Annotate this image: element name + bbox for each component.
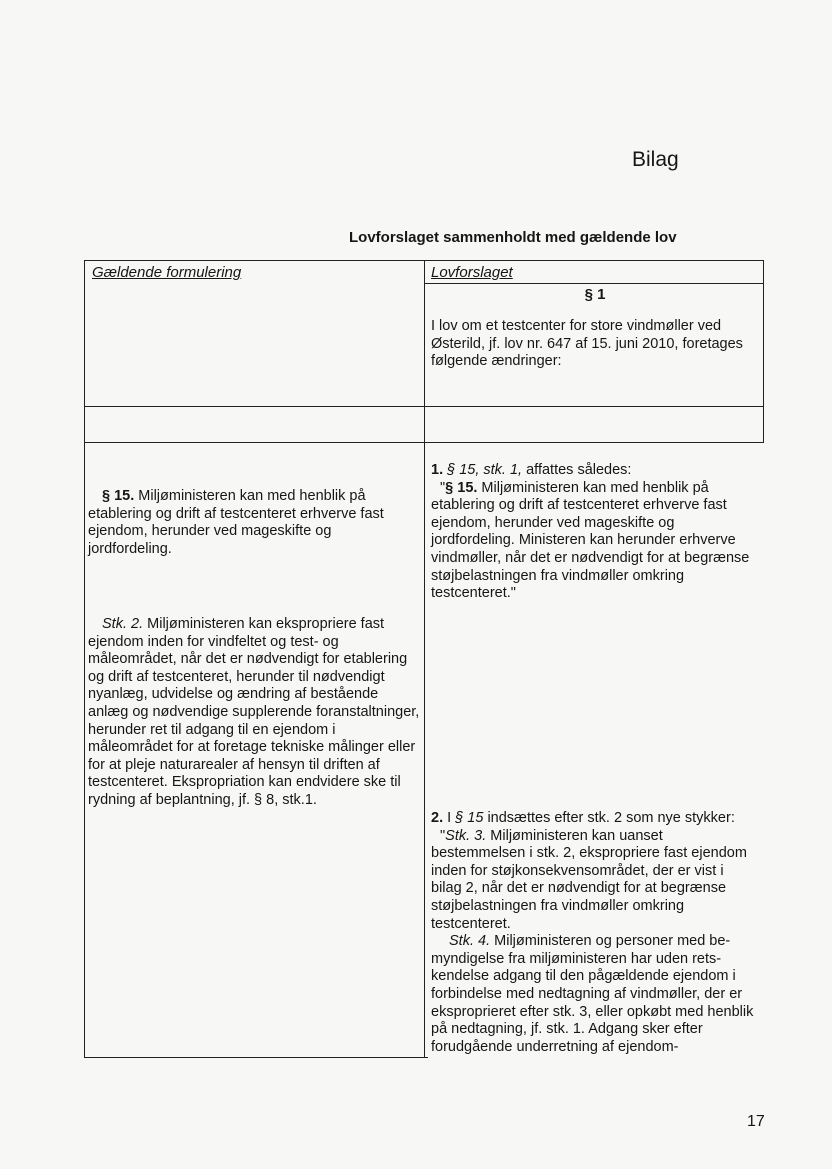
item2-number: 2.	[431, 810, 444, 826]
item2-pre: I	[443, 810, 456, 826]
left-stk2	[88, 616, 422, 810]
item1-text: affattes således:	[522, 462, 632, 478]
left-column-header: Gældende formulering	[92, 264, 242, 281]
p15-text: Miljøministeren kan med henblik på etablering og drift af testcenteret erhverve fast ejendom, herunder ved mageskifte og jordfordeling.	[88, 488, 384, 557]
table-left-border	[84, 260, 85, 1058]
section-mark: § 1	[584, 286, 606, 303]
stk2-label: Stk. 2.	[102, 616, 144, 632]
stk4-label: Stk. 4.	[449, 933, 491, 950]
header-divider-right	[424, 283, 764, 284]
item1-p15-label: § 15.	[445, 479, 478, 496]
table-middle-border	[424, 260, 425, 1058]
item1-p15-text: Miljøministeren kan med henblik på etablering og drift af testcenteret erhverve fast ejendom, herunder ved mageskifte og jordfordeling. Ministeren kan herunder erhverve vindmøller, når det er nødvendigt for at begrænse støjbelastningen fra vindmøller omkring testcenteret."	[431, 479, 750, 602]
page-title: Lovforslaget sammenholdt med gældende lov	[349, 229, 677, 246]
appendix-label: Bilag	[632, 148, 679, 171]
right-column-header: Lovforslaget	[431, 264, 513, 281]
item1-ref: § 15, stk. 1,	[443, 462, 523, 478]
stk3-text: Miljøministeren kan uanset bestemmelsen i stk. 2, ekspropriere fast ejendom inden for støjkonsekvensområdet, der er vist i bilag 2, når det er nødvendigt for at begrænse støjbelastningen fra vindmøller omkring testcenteret.	[431, 827, 747, 932]
item2-ref: § 15	[455, 810, 484, 826]
left-paragraph-15	[88, 488, 418, 558]
intro-text: I lov om et testcenter for store vindmøller ved Østerild, jf. lov nr. 647 af 15. juni 2010, foretages følgende ændringer:	[431, 318, 743, 370]
right-item-1	[431, 462, 757, 603]
item1-quote: "	[440, 479, 446, 496]
stk4-text: Miljøministeren og personer med be-myndigelse fra miljøministeren har uden rets-kendelse adgang til den pågældende ejendom i forbindelse med nedtagning af vindmøller, der er eksproprieret efter stk. 3, eller opkøbt med henblik på nedtagning, jf. stk. 1. Adgang sker efter forudgående underretning af ejendom-	[431, 933, 754, 1055]
p15-label: § 15.	[102, 488, 135, 504]
stk2-text: Miljøministeren kan ekspropriere fast ejendom inden for vindfeltet og test- og måleområdet, når det er nødvendigt for etablering og drift af testcenteret, herunder til nødvendigt nyanlæg, udvidelse og ændring af bestående anlæg og nødvendige supplerende foranstaltninger, herunder ret til adgang til en ejendom i måleområdet for at foretage tekniske målinger eller for at pleje naturarealer af hensyn til driften af testcenteret. Ekspropriation kan endvidere ske til rydning af beplantning, jf. § 8, stk.1.	[88, 616, 420, 808]
stk3-label: Stk. 3.	[445, 827, 487, 844]
table-bottom-border	[84, 1057, 428, 1058]
table-right-border	[763, 260, 764, 443]
page-number: 17	[747, 1113, 765, 1130]
right-item-2	[431, 810, 757, 1056]
stk3-quote: "	[440, 827, 446, 844]
item2-text: indsættes efter stk. 2 som nye stykker:	[483, 810, 735, 826]
item1-number: 1.	[431, 462, 444, 478]
